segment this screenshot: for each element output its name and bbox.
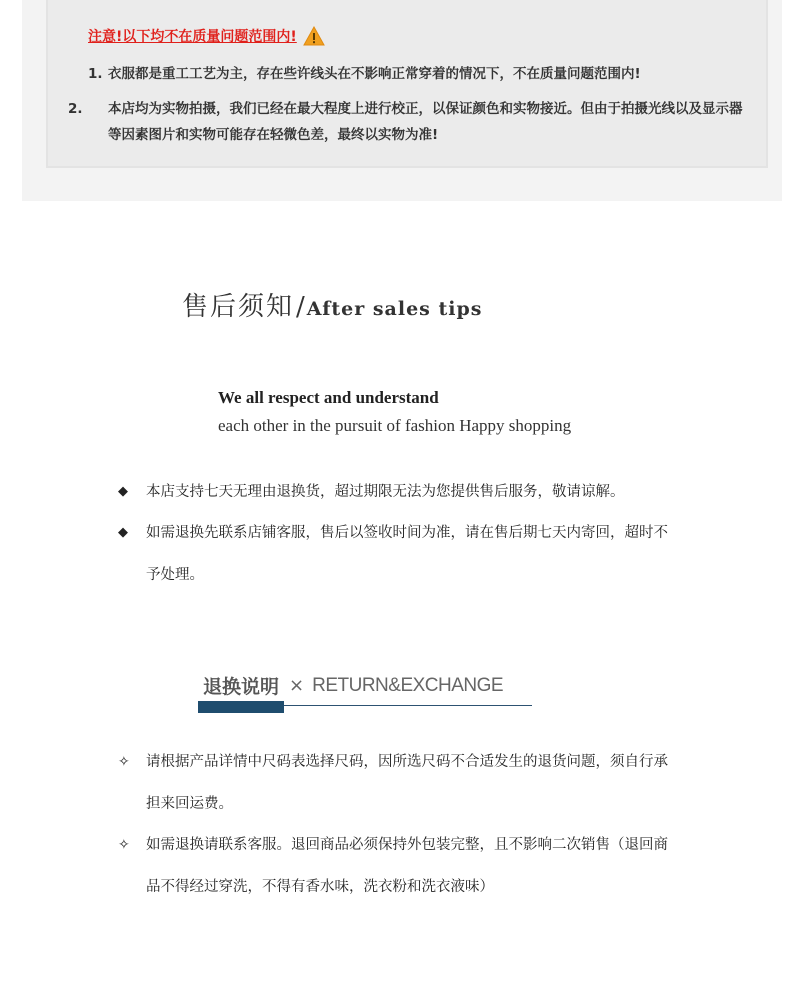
after-sales-rule-text: 如需退换先联系店铺客服，售后以签收时间为准，请在售后期七天内寄回，超时不予处理。 [146,525,668,583]
return-exchange-title-cn: 退换说明 [203,676,280,698]
notice-item-number: 1. [88,66,103,82]
notice-box [46,0,768,168]
notice-item-number: 2. [68,101,83,117]
return-exchange-rule-text: 请根据产品详情中尺码表选择尺码，因所选尺码不合适发生的退货问题，须自行承担来回运费。 [146,754,668,812]
return-exchange-title-en: RETURN&EXCHANGE [312,674,504,696]
diamond-bullet-icon: ◆ [118,484,128,499]
after-sales-rule [118,471,678,513]
notice-item [68,96,748,148]
return-exchange-rule-text: 如需退换请联系客服。退回商品必须保持外包装完整，且不影响二次销售（退回商品不得经过穿洗，不得有香水味，洗衣粉和洗衣液味） [146,837,668,895]
warning-triangle-icon [303,26,325,46]
return-exchange-separator: × [289,675,305,696]
return-exchange-rule [118,741,678,825]
after-sales-title-cn: 售后须知 [182,292,295,322]
after-sales-title-slash: / [296,292,305,322]
respect-line-1: We all respect and understand [218,388,439,407]
notice-item-text: 本店均为实物拍摄，我们已经在最大程度上进行校正，以保证颜色和实物接近。但由于拍摄光线以及显示器等因素图片和实物可能存在轻微色差，最终以实物为准! [108,101,743,143]
after-sales-rule-text: 本店支持七天无理由退换货，超过期限无法为您提供售后服务，敬请谅解。 [146,484,625,500]
after-sales-heading [182,286,482,323]
return-exchange-accent-bar [198,701,284,713]
notice-title-text: 注意!以下均不在质量问题范围内! [88,29,297,45]
notice-item-text: 衣服都是重工工艺为主，存在些许线头在不影响正常穿着的情况下，不在质量问题范围内! [108,66,641,82]
respect-line-2: each other in the pursuit of fashion Happy shopping [218,416,572,435]
notice-item [88,61,738,87]
notice-panel [22,0,782,201]
sparkle-bullet-icon: ✧ [118,754,130,770]
return-exchange-rule [118,824,678,908]
sparkle-bullet-icon: ✧ [118,837,130,853]
diamond-bullet-icon: ◆ [118,525,128,540]
notice-title [88,26,325,46]
return-exchange-heading [203,672,503,699]
after-sales-title-en: After sales tips [306,298,483,320]
after-sales-rule [118,512,678,596]
